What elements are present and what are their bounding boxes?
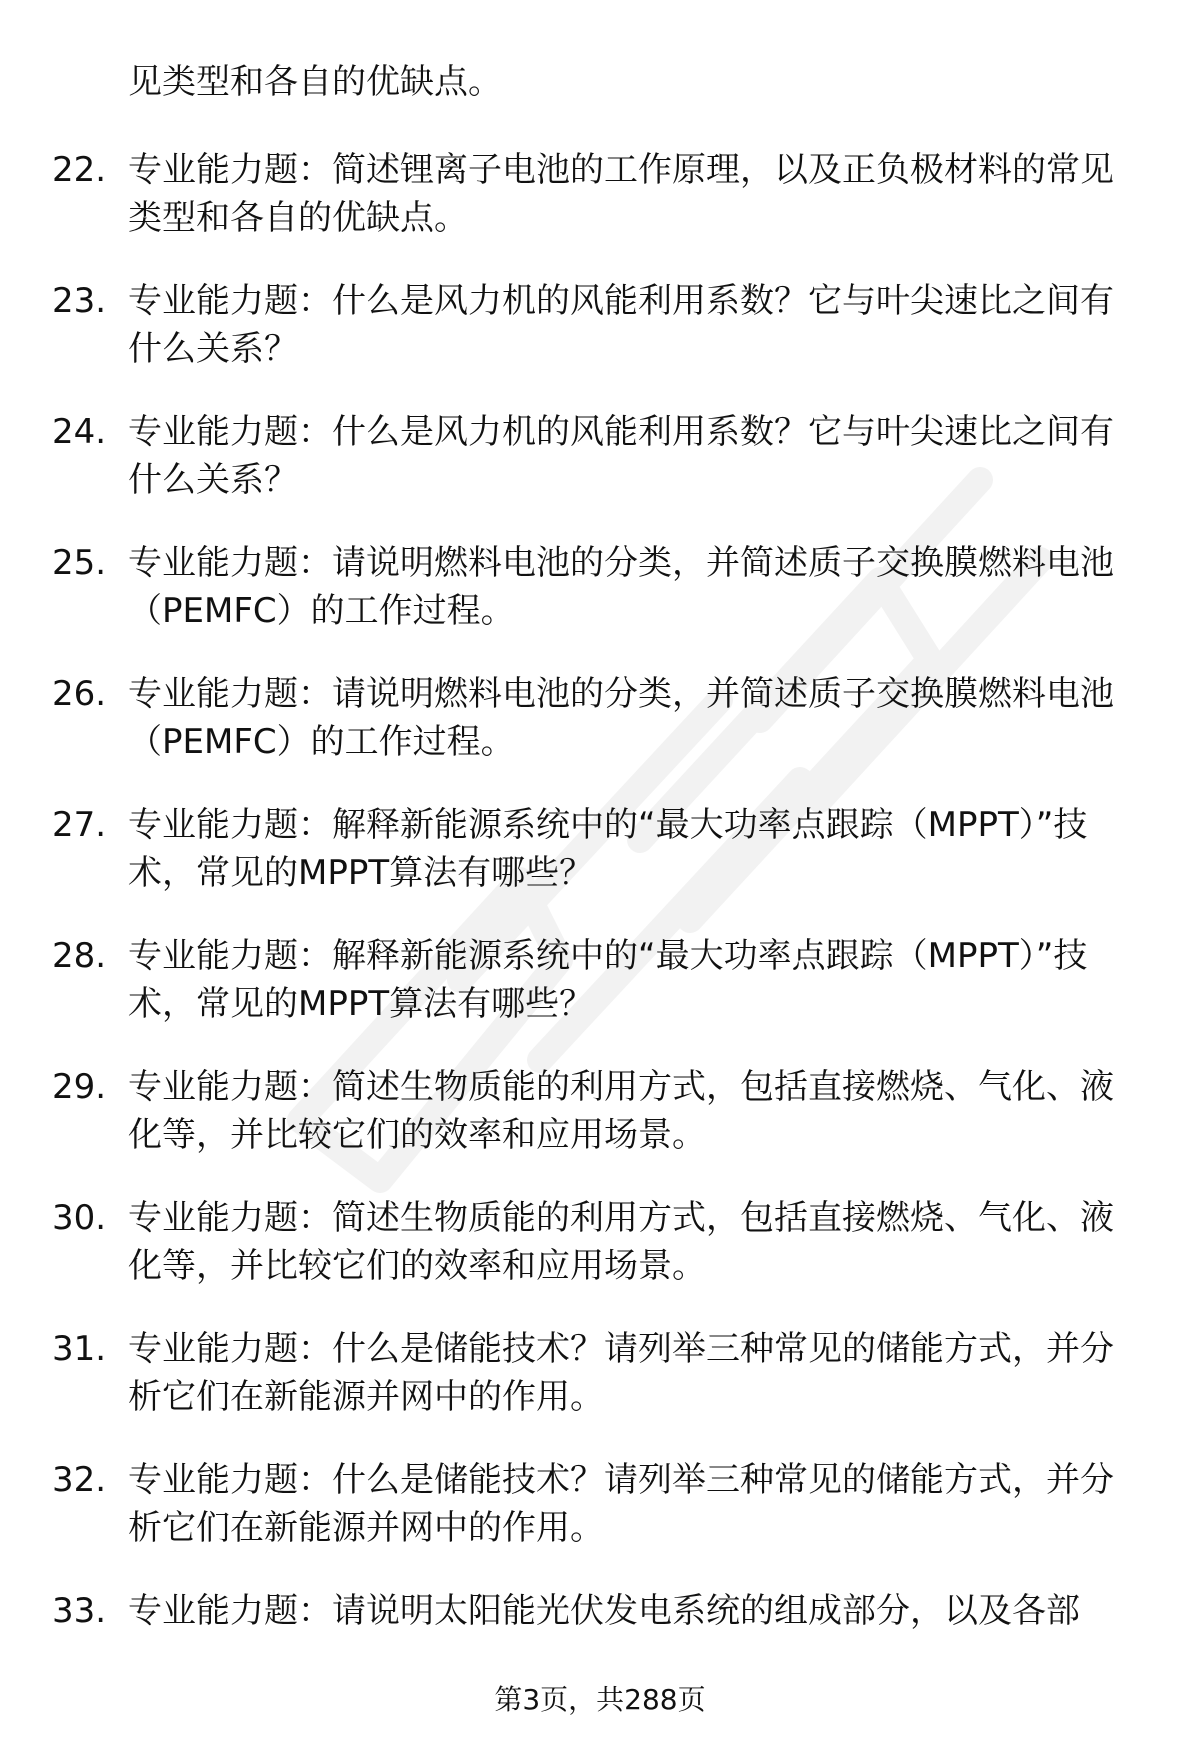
list-item [52,277,1142,408]
list-item [52,670,1142,801]
question-text: 专业能力题：简述生物质能的利用方式，包括直接燃烧、气化、液化等，并比较它们的效率和应用场景。 [128,1067,1114,1155]
question-text: 专业能力题：请说明太阳能光伏发电系统的组成部分，以及各部 [128,1591,1080,1631]
continuation-text: 见类型和各自的优缺点。 [128,62,502,102]
list-item [52,1194,1142,1325]
question-text: 专业能力题：什么是风力机的风能利用系数？它与叶尖速比之间有什么关系？ [128,412,1114,500]
question-text: 专业能力题：简述生物质能的利用方式，包括直接燃烧、气化、液化等，并比较它们的效率和应用场景。 [128,1198,1114,1286]
list-item [52,1063,1142,1194]
question-number: 22. [52,150,107,190]
question-number: 25. [52,543,107,583]
list-item [52,1456,1142,1587]
question-number: 29. [52,1067,107,1107]
list-item [52,408,1142,539]
question-text: 专业能力题：简述锂离子电池的工作原理，以及正负极材料的常见类型和各自的优缺点。 [128,150,1114,238]
question-text: 专业能力题：请说明燃料电池的分类，并简述质子交换膜燃料电池（PEMFC）的工作过程。 [128,543,1114,631]
question-number: 23. [52,281,107,321]
question-number: 27. [52,805,107,845]
question-text: 专业能力题：请说明燃料电池的分类，并简述质子交换膜燃料电池（PEMFC）的工作过程。 [128,674,1114,762]
question-list [52,146,1142,1718]
list-item [52,539,1142,670]
question-number: 32. [52,1460,107,1500]
list-item [52,146,1142,277]
question-text: 专业能力题：解释新能源系统中的“最大功率点跟踪（MPPT）”技术，常见的MPPT算法有哪些？ [128,936,1088,1024]
list-item [52,1325,1142,1456]
question-text: 专业能力题：什么是储能技术？请列举三种常见的储能方式，并分析它们在新能源并网中的作用。 [128,1329,1114,1417]
list-item [52,932,1142,1063]
page-footer: 第3页，共288页 [494,1683,706,1716]
question-text: 专业能力题：什么是储能技术？请列举三种常见的储能方式，并分析它们在新能源并网中的作用。 [128,1460,1114,1548]
list-item [52,801,1142,932]
question-text: 专业能力题：解释新能源系统中的“最大功率点跟踪（MPPT）”技术，常见的MPPT算法有哪些？ [128,805,1088,893]
question-number: 24. [52,412,107,452]
question-number: 26. [52,674,107,714]
question-number: 30. [52,1198,107,1238]
question-number: 28. [52,936,107,976]
question-number: 33. [52,1591,107,1631]
question-number: 31. [52,1329,107,1369]
question-text: 专业能力题：什么是风力机的风能利用系数？它与叶尖速比之间有什么关系？ [128,281,1114,369]
